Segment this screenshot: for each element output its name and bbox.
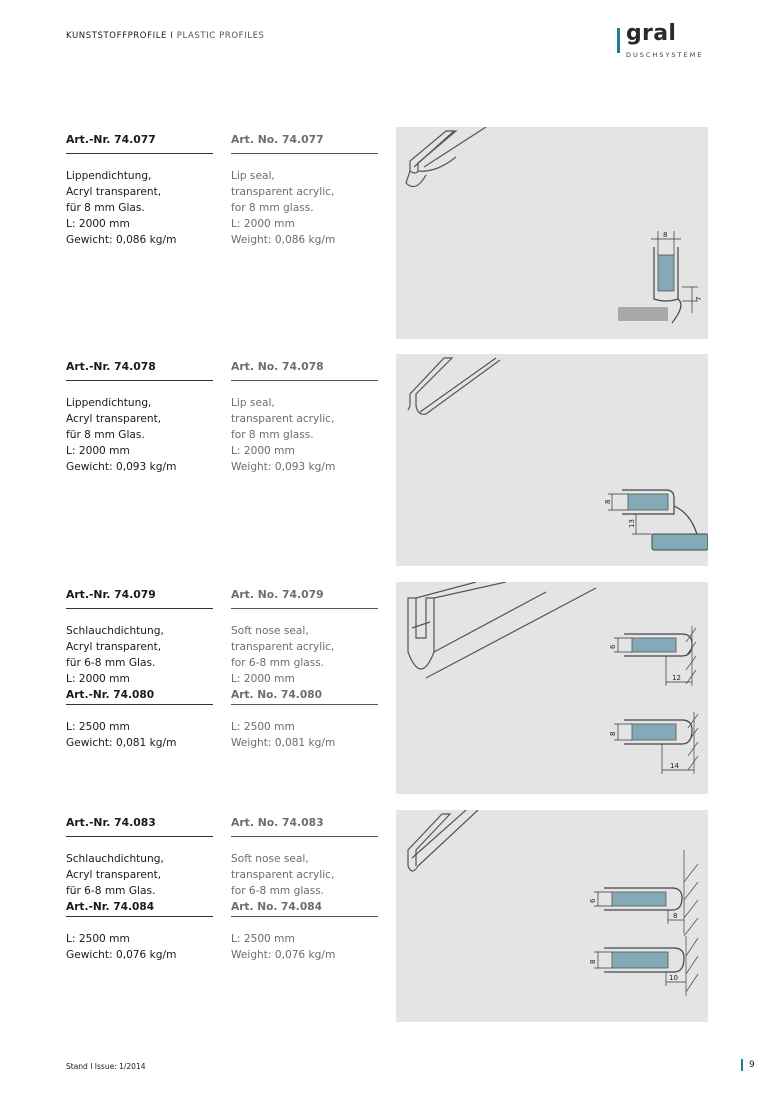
desc-line: für 6-8 mm Glas.: [66, 657, 156, 669]
desc-line: L: 2000 mm: [66, 673, 130, 685]
desc-line: transparent acrylic,: [231, 641, 335, 653]
profile-perspective-drawing: [408, 810, 478, 871]
glass-section: [658, 255, 674, 291]
article-number-en-2: Art. No. 74.080: [231, 687, 378, 705]
article-number-en-2: Art. No. 74.084: [231, 899, 378, 917]
product-text-en: [231, 132, 378, 248]
article-number-de: Art.-Nr. 74.083: [66, 815, 213, 837]
product-text-de: [66, 132, 213, 248]
dimension-label: 14: [670, 762, 679, 770]
desc-line: transparent acrylic,: [231, 869, 335, 881]
desc-line: Gewicht: 0,076 kg/m: [66, 949, 177, 961]
article-number-de-2: Art.-Nr. 74.084: [66, 899, 213, 917]
desc-line: for 8 mm glass.: [231, 202, 314, 214]
desc-line: Schlauchdichtung,: [66, 625, 164, 637]
article-number-en: Art. No. 74.079: [231, 587, 378, 609]
profile-perspective-drawing: [406, 127, 486, 187]
desc-line: Acryl transparent,: [66, 186, 162, 198]
product-figure: [396, 810, 708, 1022]
desc-line: L: 2500 mm: [66, 721, 130, 733]
header-title-en: PLASTIC PROFILES: [176, 31, 265, 41]
desc-line: für 6-8 mm Glas.: [66, 885, 156, 897]
desc-line: Acryl transparent,: [66, 869, 162, 881]
desc-line: L: 2500 mm: [231, 933, 295, 945]
desc-line: for 6-8 mm glass.: [231, 885, 325, 897]
desc-line: transparent acrylic,: [231, 413, 335, 425]
product-text-en: [231, 815, 378, 963]
desc-line: Weight: 0,093 kg/m: [231, 461, 336, 473]
dimension-label: 8: [604, 499, 612, 504]
desc-line: for 6-8 mm glass.: [231, 657, 325, 669]
desc-line: Lip seal,: [231, 397, 275, 409]
desc-line: für 8 mm Glas.: [66, 429, 145, 441]
dimension-label: 10: [669, 974, 678, 982]
product-text-de: [66, 815, 213, 963]
cross-section-upper: [589, 850, 698, 936]
article-number-en: Art. No. 74.078: [231, 359, 378, 381]
gral-logo: [617, 22, 717, 62]
product-figure: [396, 582, 708, 794]
cross-section-upper: [609, 626, 696, 686]
logo-accent-bar: [617, 28, 620, 53]
desc-line: for 8 mm glass.: [231, 429, 314, 441]
desc-line: Gewicht: 0,093 kg/m: [66, 461, 177, 473]
desc-line: Acryl transparent,: [66, 413, 162, 425]
desc-line: L: 2000 mm: [66, 218, 130, 230]
floor-section: [618, 307, 668, 321]
desc-line: L: 2500 mm: [66, 933, 130, 945]
article-number-en: Art. No. 74.077: [231, 132, 378, 154]
desc-line: Gewicht: 0,086 kg/m: [66, 234, 177, 246]
logo-subtitle: DUSCHSYSTEME: [626, 51, 704, 59]
desc-line: Weight: 0,081 kg/m: [231, 737, 336, 749]
dimension-label: 13: [628, 519, 636, 528]
profile-perspective-drawing: [408, 582, 596, 678]
page-number: 9: [741, 1059, 755, 1071]
desc-line: Weight: 0,086 kg/m: [231, 234, 336, 246]
desc-line: Soft nose seal,: [231, 853, 309, 865]
desc-line: Acryl transparent,: [66, 641, 162, 653]
profile-perspective-drawing: [408, 358, 500, 414]
dimension-label: 8: [589, 959, 597, 964]
glass-section: [628, 494, 668, 510]
article-number-de: Art.-Nr. 74.078: [66, 359, 213, 381]
product-text-de: [66, 587, 213, 751]
page-header-title: [66, 31, 265, 41]
product-figure: [396, 354, 708, 566]
article-number-de: Art.-Nr. 74.079: [66, 587, 213, 609]
product-text-de: [66, 359, 213, 475]
dimension-label: 8: [609, 731, 617, 736]
product-text-en: [231, 587, 378, 751]
desc-line: Schlauchdichtung,: [66, 853, 164, 865]
desc-line: L: 2000 mm: [231, 673, 295, 685]
issue-footer: Stand I Issue: 1/2014: [66, 1062, 146, 1071]
dimension-label: 12: [672, 674, 681, 682]
article-number-en: Art. No. 74.083: [231, 815, 378, 837]
desc-line: transparent acrylic,: [231, 186, 335, 198]
cross-section-lower: [589, 936, 698, 996]
desc-line: L: 2000 mm: [66, 445, 130, 457]
header-title-de: KUNSTSTOFFPROFILE: [66, 31, 167, 41]
dimension-label: 6: [609, 644, 617, 649]
desc-line: Lip seal,: [231, 170, 275, 182]
desc-line: Gewicht: 0,081 kg/m: [66, 737, 177, 749]
desc-line: für 8 mm Glas.: [66, 202, 145, 214]
desc-line: Soft nose seal,: [231, 625, 309, 637]
desc-line: L: 2000 mm: [231, 445, 295, 457]
cross-section-lower: [609, 712, 698, 774]
dimension-label: 8: [663, 231, 668, 239]
logo-word: gral: [626, 21, 677, 46]
dimension-label: 7: [695, 296, 703, 301]
article-number-de: Art.-Nr. 74.077: [66, 132, 213, 154]
dimension-label: 8: [673, 912, 678, 920]
desc-line: L: 2000 mm: [231, 218, 295, 230]
desc-line: Lippendichtung,: [66, 170, 152, 182]
desc-line: Lippendichtung,: [66, 397, 152, 409]
product-text-en: [231, 359, 378, 475]
article-number-de-2: Art.-Nr. 74.080: [66, 687, 213, 705]
header-separator: I: [170, 31, 174, 41]
dimension-label: 6: [589, 898, 597, 903]
desc-line: L: 2500 mm: [231, 721, 295, 733]
product-figure: [396, 127, 708, 339]
desc-line: Weight: 0,076 kg/m: [231, 949, 336, 961]
base-section: [652, 534, 708, 550]
